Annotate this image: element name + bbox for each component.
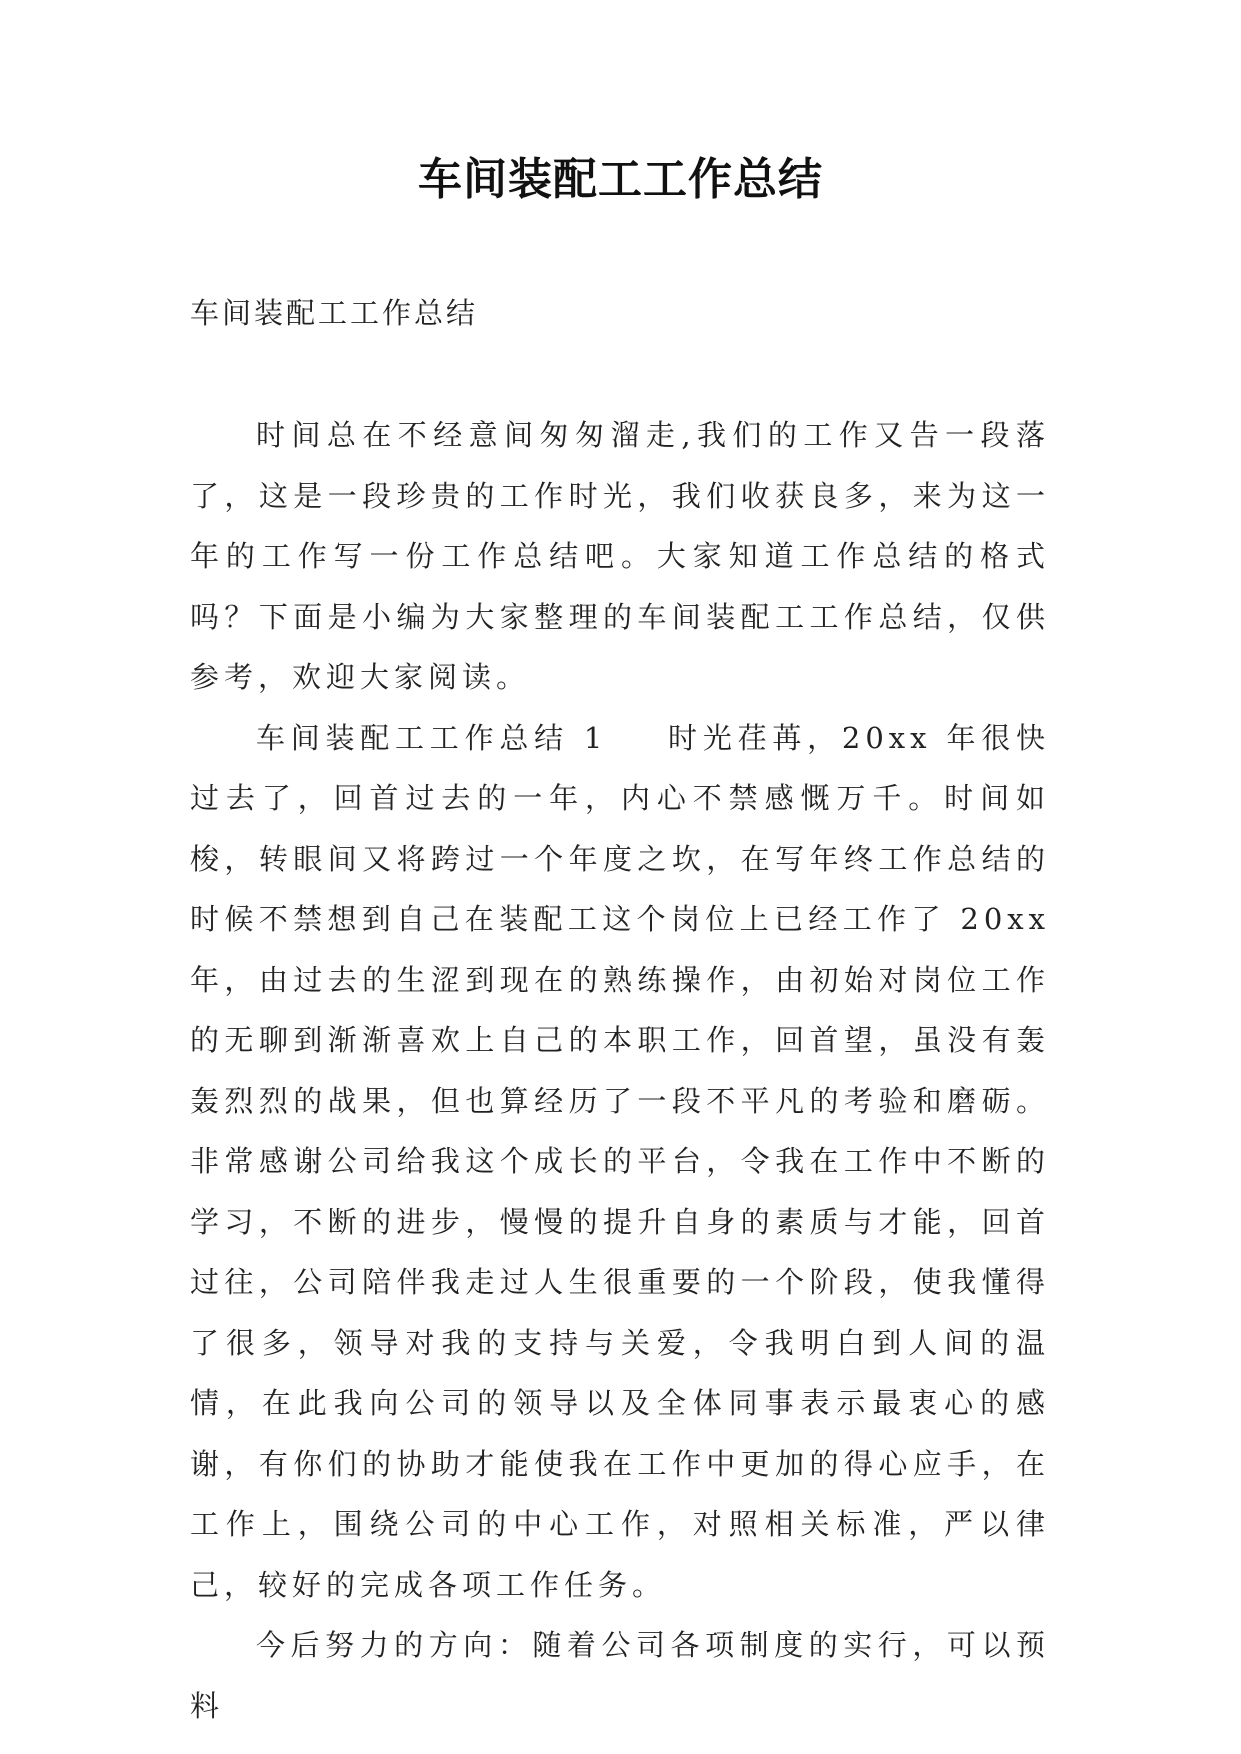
section-1-heading: 车间装配工工作总结 1	[256, 720, 608, 755]
section-1-body: 时光荏苒，20xx 年很快过去了，回首过去的一年，内心不禁感慨万千。时间如梭，转眼间又将跨过一个年度之坎，在写年终工作总结的时候不禁想到自己在装配工这个岗位上已经工作了 20xx 年，由过去的生涩到现在的熟练操作，由初始对岗位工作的无聊到渐渐喜欢上自己的本职工作，回首望，虽没有轰轰烈烈的战果，但也算经历了一段不平凡的考验和磨砺。非常感谢公司给我这个成长的平台，令我在工作中不断的学习，不断的进步，慢慢的提升自身的素质与才能，回首过往，公司陪伴我走过人生很重要的一个阶段，使我懂得了很多，领导对我的支持与关爱，令我明白到人间的温情，在此我向公司的领导以及全体同事表示最衷心的感谢，有你们的协助才能使我在工作中更加的得心应手，在工作上，围绕公司的中心工作，对照相关标准，严以律己，较好的完成各项工作任务。	[190, 720, 1050, 1602]
document-body	[190, 405, 1050, 1736]
section-1-paragraph	[190, 708, 1050, 1616]
document-subtitle: 车间装配工工作总结	[190, 296, 479, 330]
document-title: 车间装配工工作总结	[418, 154, 823, 205]
future-direction-paragraph: 今后努力的方向：随着公司各项制度的实行，可以预料	[190, 1628, 1050, 1723]
intro-paragraph: 时间总在不经意间匆匆溜走,我们的工作又告一段落了，这是一段珍贵的工作时光，我们收获良多，来为这一年的工作写一份工作总结吧。大家知道工作总结的格式吗？下面是小编为大家整理的车间装配工工作总结，仅供参考，欢迎大家阅读。	[190, 418, 1050, 694]
